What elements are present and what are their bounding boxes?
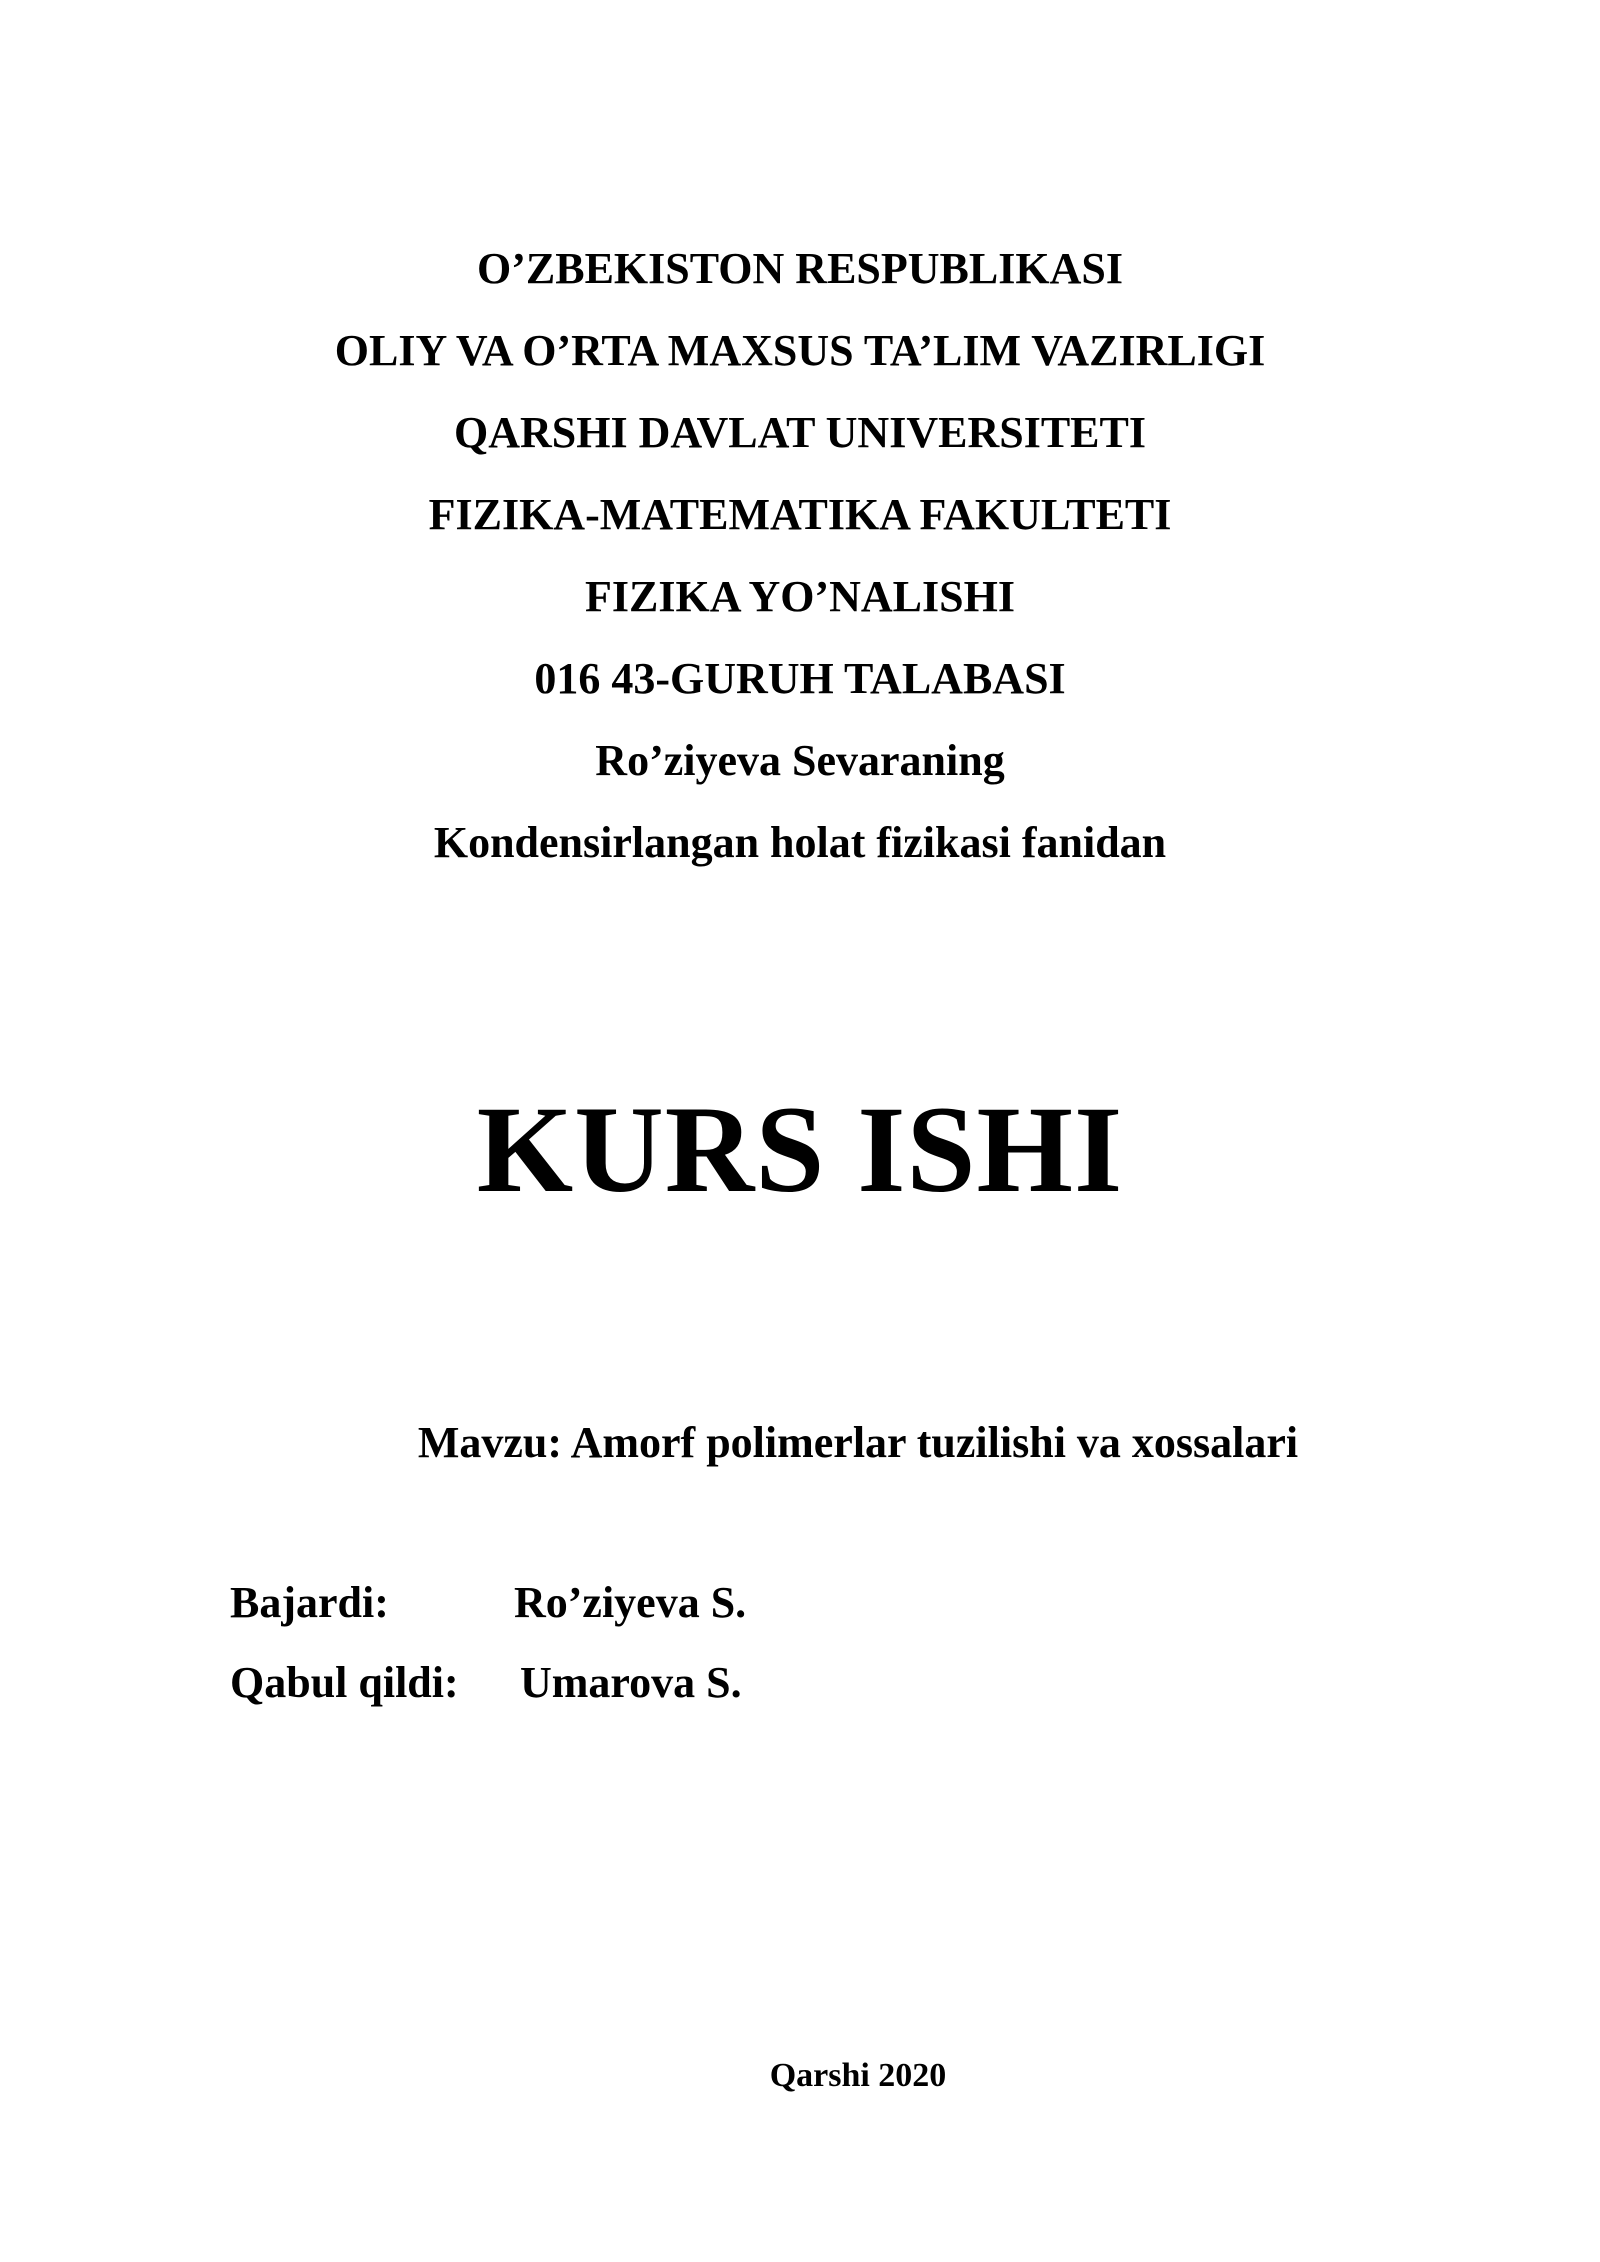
university-line: QARSHI DAVLAT UNIVERSITETI xyxy=(454,408,1146,457)
group-line: 016 43-GURUH TALABASI xyxy=(534,654,1066,703)
accepted-by-label: Qabul qildi: xyxy=(230,1658,459,1707)
topic-line: Mavzu: Amorf polimerlar tuzilishi va xossalari xyxy=(417,1418,1299,1467)
country-line: O’ZBEKISTON RESPUBLIKASI xyxy=(477,244,1123,293)
accepted-by-value: Umarova S. xyxy=(520,1658,742,1707)
subject-line: Kondensirlangan holat fizikasi fanidan xyxy=(433,818,1167,867)
performed-by-label: Bajardi: xyxy=(230,1578,389,1627)
faculty-line: FIZIKA-MATEMATIKA FAKULTETI xyxy=(428,490,1172,539)
accepted-by-row xyxy=(230,1648,742,1718)
direction-line: FIZIKA YO’NALISHI xyxy=(585,572,1015,621)
document-title: KURS ISHI xyxy=(476,1081,1124,1218)
performed-by-row xyxy=(230,1568,746,1638)
ministry-line: OLIY VA O’RTA MAXSUS TA’LIM VAZIRLIGI xyxy=(334,326,1266,375)
performed-by-value: Ro’ziyeva S. xyxy=(514,1578,747,1627)
student-name-line: Ro’ziyeva Sevaraning xyxy=(595,736,1005,785)
institution-header xyxy=(0,228,1600,884)
place-year: Qarshi 2020 xyxy=(769,2057,947,2094)
